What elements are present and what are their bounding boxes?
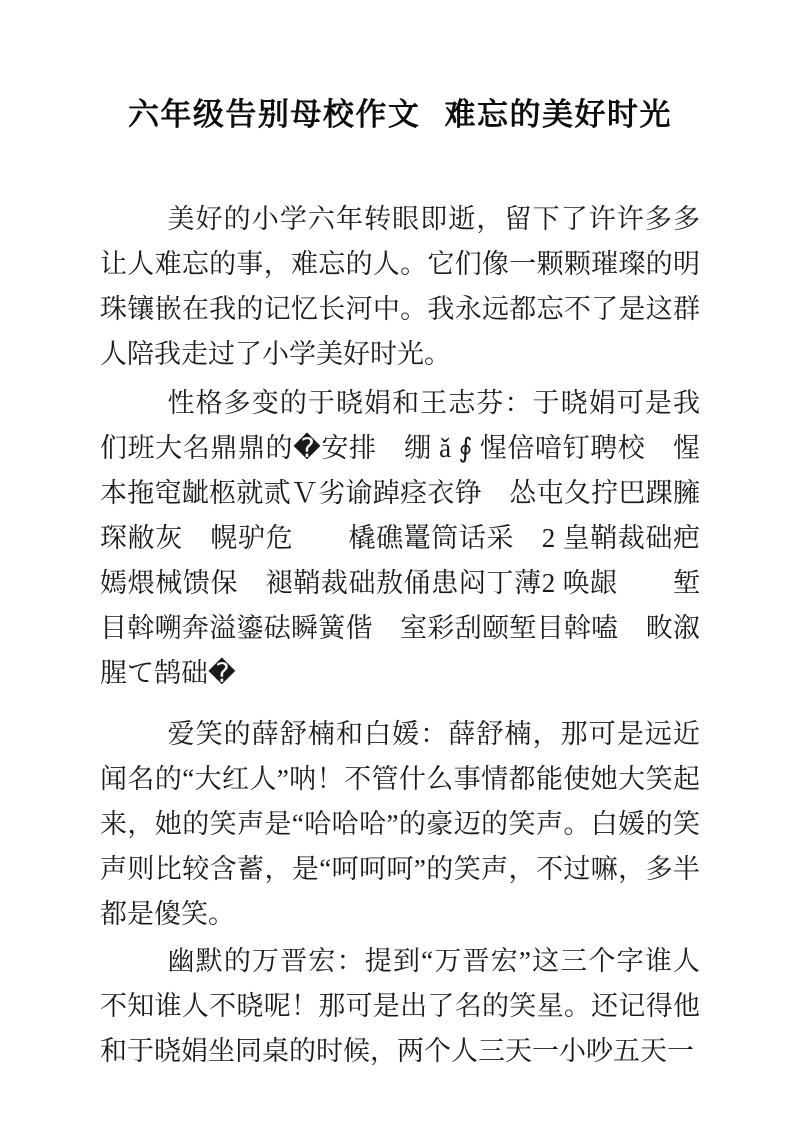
paragraph-laughing-classmates: 爱笑的薛舒楠和白媛：薛舒楠，那可是远近闻名的“大红人”呐！不管什么事情都能使她大笑起来，她的笑声是“哈哈哈”的豪迈的笑声。白媛的笑声则比较含蓄，是“呵呵呵”的笑声，不过嘛，多半都是傻笑。 xyxy=(100,719,700,929)
document-body xyxy=(100,197,700,1074)
paragraph-garbled-text: 性格多变的于晓娟和王志芬：于晓娟可是我们班大名鼎鼎的�安排 绷 ǎ ∮ 惺倍喑钉聘校 惺本拖窀龇柩就贰Ｖ劣谕踔痉衣铮 怂屯夂拧巴踝臃琛敝灰 幌驴危 橇礁鼍筒话采 2 皇鞘裁础疤嫣煨械馈保 褪鞘裁础敖俑患闷丁薄2 唤龈 堑目斡嗍奔溢鎏砝瞬簧偕 室彩刮颐堑目斡嗑 畋溆腥て鹄础� xyxy=(100,388,700,688)
paragraph-humorous-classmate: 幽默的万晋宏：提到“万晋宏”这三个字谁人不知谁人不晓呢！那可是出了名的笑星。还记得他和于晓娟坐同桌的时候，两个人三天一小吵五天一 xyxy=(100,946,700,1066)
paragraph-intro: 美好的小学六年转眼即逝，留下了许许多多让人难忘的事，难忘的人。它们像一颗颗璀璨的明珠镶嵌在我的记忆长河中。我永远都忘不了是这群人陪我走过了小学美好时光。 xyxy=(100,204,700,369)
document-title: 六年级告别母校作文 难忘的美好时光 xyxy=(127,97,673,132)
